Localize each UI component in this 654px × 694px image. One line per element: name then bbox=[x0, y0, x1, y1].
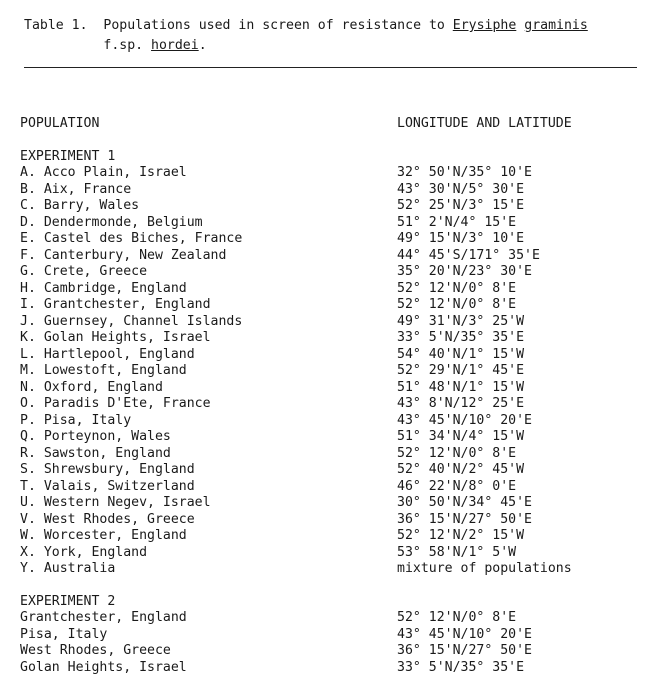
population-cell: S. Shrewsbury, England bbox=[20, 462, 195, 477]
population-cell: H. Cambridge, England bbox=[20, 280, 187, 296]
coordinate-cell: 43° 8'N/12° 25'E bbox=[397, 396, 525, 411]
coordinate-cell: 35° 20'N/23° 30'E bbox=[397, 264, 532, 279]
coordinate-cell: 53° 58'N/1° 5'W bbox=[397, 544, 517, 560]
table-row bbox=[0, 165, 654, 182]
population-cell: M. Lowestoft, England bbox=[20, 363, 187, 378]
population-cell: O. Paradis D'Ete, France bbox=[20, 396, 211, 411]
caption-forma: hordei bbox=[151, 38, 199, 53]
table-row bbox=[0, 545, 654, 562]
location-column-header: LONGITUDE AND LATITUDE bbox=[397, 116, 572, 131]
coordinate-cell: 33° 5'N/35° 35'E bbox=[397, 330, 525, 345]
table-row bbox=[0, 363, 654, 380]
population-cell: V. West Rhodes, Greece bbox=[20, 511, 195, 527]
population-cell: F. Canterbury, New Zealand bbox=[20, 247, 227, 263]
population-cell: N. Oxford, England bbox=[20, 379, 163, 395]
population-cell: C. Barry, Wales bbox=[20, 198, 140, 213]
coordinate-cell: 52° 12'N/0° 8'E bbox=[397, 610, 517, 625]
experiment-1-title: EXPERIMENT 1 bbox=[20, 149, 116, 164]
population-cell: Grantchester, England bbox=[20, 610, 187, 625]
coordinate-cell: 51° 2'N/4° 15'E bbox=[397, 214, 517, 230]
coordinate-cell: 52° 40'N/2° 45'W bbox=[397, 462, 525, 477]
table-row bbox=[0, 264, 654, 281]
population-cell: Golan Heights, Israel bbox=[20, 659, 187, 675]
population-column-header: POPULATION bbox=[20, 116, 100, 131]
population-cell: D. Dendermonde, Belgium bbox=[20, 214, 203, 230]
table-row bbox=[0, 347, 654, 364]
coordinate-cell: 51° 48'N/1° 15'W bbox=[397, 379, 525, 395]
coordinate-cell: 52° 12'N/0° 8'E bbox=[397, 280, 517, 296]
table-row bbox=[0, 396, 654, 413]
table-row bbox=[0, 297, 654, 314]
coordinate-cell: 49° 15'N/3° 10'E bbox=[397, 231, 525, 246]
table-row bbox=[0, 528, 654, 545]
population-cell: B. Aix, France bbox=[20, 181, 132, 197]
coordinate-cell: 52° 29'N/1° 45'E bbox=[397, 363, 525, 378]
table-row bbox=[0, 446, 654, 463]
header-rule bbox=[24, 67, 637, 68]
table-row bbox=[0, 198, 654, 215]
coordinate-cell: 46° 22'N/8° 0'E bbox=[397, 478, 517, 494]
table-row bbox=[0, 660, 654, 677]
table-row bbox=[0, 231, 654, 248]
coordinate-cell: 49° 31'N/3° 25'W bbox=[397, 313, 525, 329]
coordinate-cell: 30° 50'N/34° 45'E bbox=[397, 495, 532, 510]
coordinate-cell: 33° 5'N/35° 35'E bbox=[397, 659, 525, 675]
population-cell: R. Sawston, England bbox=[20, 445, 171, 461]
table-row bbox=[0, 643, 654, 660]
population-cell: L. Hartlepool, England bbox=[20, 346, 195, 362]
table-row bbox=[0, 380, 654, 397]
caption-genus: Erysiphe bbox=[452, 18, 517, 33]
caption-line2-suffix: . bbox=[198, 38, 207, 53]
coordinate-cell: 52° 25'N/3° 15'E bbox=[397, 198, 525, 213]
coordinate-cell: 44° 45'S/171° 35'E bbox=[397, 247, 540, 263]
table-row bbox=[0, 281, 654, 298]
table-row bbox=[0, 462, 654, 479]
coordinate-cell: 43° 45'N/10° 20'E bbox=[397, 412, 532, 428]
table-row bbox=[0, 182, 654, 199]
population-cell: Pisa, Italy bbox=[20, 626, 108, 642]
population-cell: E. Castel des Biches, France bbox=[20, 231, 243, 246]
table-row bbox=[0, 627, 654, 644]
table-row bbox=[0, 429, 654, 446]
table-row bbox=[0, 248, 654, 265]
table-row bbox=[0, 413, 654, 430]
table-row bbox=[0, 610, 654, 627]
table-row bbox=[0, 215, 654, 232]
population-cell: Q. Porteynon, Wales bbox=[20, 429, 171, 444]
table-row bbox=[0, 330, 654, 347]
coordinate-cell: 32° 50'N/35° 10'E bbox=[397, 165, 532, 180]
coordinate-cell: mixture of populations bbox=[397, 561, 572, 576]
population-cell: T. Valais, Switzerland bbox=[20, 478, 195, 494]
coordinate-cell: 52° 12'N/2° 15'W bbox=[397, 528, 525, 543]
table-row bbox=[0, 561, 654, 578]
caption-text: Populations used in screen of resistance to bbox=[103, 18, 453, 33]
table-caption bbox=[24, 16, 588, 56]
population-cell: Y. Australia bbox=[20, 561, 116, 576]
coordinate-cell: 36° 15'N/27° 50'E bbox=[397, 643, 532, 658]
coordinate-cell: 43° 45'N/10° 20'E bbox=[397, 626, 532, 642]
population-cell: J. Guernsey, Channel Islands bbox=[20, 313, 243, 329]
population-cell: A. Acco Plain, Israel bbox=[20, 165, 187, 180]
table-row bbox=[0, 495, 654, 512]
coordinate-cell: 51° 34'N/4° 15'W bbox=[397, 429, 525, 444]
coordinate-cell: 54° 40'N/1° 15'W bbox=[397, 346, 525, 362]
population-cell: West Rhodes, Greece bbox=[20, 643, 171, 658]
caption-label: Table 1. bbox=[24, 18, 88, 33]
experiment-2-title: EXPERIMENT 2 bbox=[20, 594, 116, 609]
coordinate-cell: 52° 12'N/0° 8'E bbox=[397, 445, 517, 461]
population-cell: P. Pisa, Italy bbox=[20, 412, 132, 428]
caption-species: graminis bbox=[524, 18, 588, 33]
population-cell: K. Golan Heights, Israel bbox=[20, 330, 211, 345]
coordinate-cell: 43° 30'N/5° 30'E bbox=[397, 181, 525, 197]
population-cell: W. Worcester, England bbox=[20, 528, 187, 543]
table-row bbox=[0, 314, 654, 331]
population-cell: I. Grantchester, England bbox=[20, 297, 211, 312]
coordinate-cell: 36° 15'N/27° 50'E bbox=[397, 511, 532, 527]
population-cell: U. Western Negev, Israel bbox=[20, 495, 211, 510]
coordinate-cell: 52° 12'N/0° 8'E bbox=[397, 297, 517, 312]
population-cell: X. York, England bbox=[20, 544, 148, 560]
table-row bbox=[0, 479, 654, 496]
caption-line2-prefix: f.sp. bbox=[103, 38, 152, 53]
table-row bbox=[0, 512, 654, 529]
population-cell: G. Crete, Greece bbox=[20, 264, 148, 279]
